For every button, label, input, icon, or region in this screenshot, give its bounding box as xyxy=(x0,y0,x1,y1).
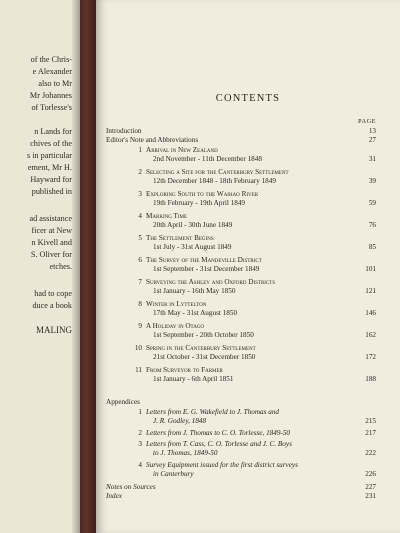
previous-page-line: etches. xyxy=(49,262,72,271)
chapter-title: Arrival in New Zealand xyxy=(146,146,218,154)
page-number: 59 xyxy=(368,199,376,207)
chapter-number: 2 xyxy=(138,168,142,176)
page-number: 188 xyxy=(365,375,376,383)
chapter-dates: 20th April - 30th June 1849 xyxy=(153,221,233,229)
chapter-number: 3 xyxy=(138,190,142,198)
previous-page-line: ement, Mr H. xyxy=(27,163,72,172)
previous-page-line: n Lands for xyxy=(34,127,72,136)
chapter-number: 11 xyxy=(135,366,142,374)
page-number: 227 xyxy=(365,483,376,491)
chapter-title: Marking Time xyxy=(146,212,188,220)
previous-page-line: e Alexander xyxy=(32,67,72,76)
page-number: 27 xyxy=(368,136,376,144)
chapter-number: 5 xyxy=(138,234,142,242)
previous-page-line: Hayward for xyxy=(30,175,72,184)
appendix-title: Letters from E. G. Wakefield to J. Thomas and xyxy=(146,408,280,416)
chapter-dates: 1st January - 6th April 1851 xyxy=(153,375,234,383)
chapter-title: Exploring South to the Waihao River xyxy=(146,190,259,198)
appendix-title-cont: J. R. Godley, 1848 xyxy=(153,417,207,425)
previous-page-line: also to Mr xyxy=(38,79,72,88)
book-binding xyxy=(80,0,96,533)
chapter-title: Spring in the Canterbury Settlement xyxy=(146,344,256,352)
page-number: 121 xyxy=(365,287,376,295)
previous-page xyxy=(0,0,78,533)
previous-page-line: s in particular xyxy=(26,151,72,160)
chapter-number: 7 xyxy=(138,278,142,286)
appendix-title-cont: in Canterbury xyxy=(153,470,194,478)
appendix-number: 3 xyxy=(138,440,142,448)
chapter-dates: 1st September - 31st December 1849 xyxy=(153,265,260,273)
page-number: 13 xyxy=(368,127,376,135)
page-number: 215 xyxy=(365,417,376,425)
chapter-dates: 2nd November - 11th December 1848 xyxy=(153,155,262,163)
chapter-title: Selecting a Site for the Canterbury Settlement xyxy=(146,168,289,176)
chapter-dates: 17th May - 31st August 1850 xyxy=(153,309,238,317)
chapter-number: 8 xyxy=(138,300,142,308)
appendix-title: Letters from J. Thomas to C. O. Torlesse, 1849-50 xyxy=(146,429,291,437)
contents-heading: CONTENTS xyxy=(215,93,281,104)
appendix-title-cont: to J. Thomas, 1849-50 xyxy=(153,449,218,457)
appendix-number: 1 xyxy=(138,408,142,416)
chapter-title: The Survey of the Mandeville District xyxy=(146,256,262,264)
chapter-title: Surveying the Ashley and Oxford Districts xyxy=(146,278,276,286)
chapter-dates: 1st January - 16th May 1850 xyxy=(153,287,236,295)
page-number: 146 xyxy=(365,309,376,317)
chapter-title: From Surveyor to Farmer xyxy=(146,366,223,374)
page-number: 217 xyxy=(365,429,376,437)
previous-page-line: ficer at New xyxy=(31,226,72,235)
page-number: 172 xyxy=(365,353,376,361)
previous-page-line: duce a book xyxy=(32,301,72,310)
previous-page-line: ad assistance xyxy=(29,214,72,223)
page-number: 101 xyxy=(365,265,376,273)
previous-page-line: of the Chris- xyxy=(30,55,72,64)
previous-page-line: had to cope xyxy=(34,289,72,298)
page-number: 162 xyxy=(365,331,376,339)
previous-page-line: n Kivell and xyxy=(31,238,72,247)
chapter-number: 9 xyxy=(138,322,142,330)
previous-page-line: chives of the xyxy=(30,139,72,148)
page-number: 39 xyxy=(368,177,376,185)
page-number: 231 xyxy=(365,492,376,500)
chapter-number: 1 xyxy=(138,146,142,154)
page-number: 226 xyxy=(365,470,376,478)
chapter-number: 10 xyxy=(134,344,142,352)
previous-page-line: published in xyxy=(31,187,72,196)
author-name: MALING xyxy=(36,325,72,335)
page-number: 31 xyxy=(368,155,376,163)
appendix-number: 2 xyxy=(138,429,142,437)
chapter-number: 4 xyxy=(138,212,142,220)
page-number: 85 xyxy=(368,243,376,251)
chapter-dates: 21st October - 31st December 1850 xyxy=(153,353,256,361)
chapter-dates: 12th December 1848 - 18th February 1849 xyxy=(153,177,276,185)
page-number: 76 xyxy=(368,221,376,229)
previous-page-line: Mr Johannes xyxy=(29,91,72,100)
chapter-dates: 1st September - 20th October 1850 xyxy=(153,331,254,339)
chapter-title: The Settlement Begins xyxy=(146,234,214,242)
chapter-title: Winter in Lyttelton xyxy=(146,300,207,308)
appendix-title: Letters from T. Cass, C. O. Torlesse and J. C. Boys xyxy=(146,440,292,448)
previous-page-line: of Torlesse's xyxy=(31,103,72,112)
chapter-number: 6 xyxy=(138,256,142,264)
page-number: 222 xyxy=(365,449,376,457)
appendix-title: Survey Equipment issued for the first district surveys xyxy=(146,461,298,469)
chapter-dates: 19th February - 19th April 1849 xyxy=(153,199,246,207)
contents-page: CONTENTS PAGE Introduction 13 Editor's Note and Abbreviations 27 1 Arrival in New Zealand 2nd November - 11th December 1848 31 2 Selecting a Site for the Canterbury Settlement 12th December 1848 - 18th February 1849 39 3 Exploring South to the Waihao River 19th February - 19th April 1849 59 4 Marking Time 20th April - 30th June 1849 76 5 The Settlement Begins 1st July - 31st August 1849 85 6 The Survey of the Mandeville District 1st September - 31st December 1849 101 7 Surveying the Ashley and Oxford Districts 1st January - 16th May 1850 121 8 Winter in Lyttelton 17th May - 31st August 1850 146 9 A Holiday in Otago 1st September - 20th October 1850 162 10 Spring in the Canterbury Settlement 21st October - 31st December 1850 172 11 From Surveyor to Farmer 1st January - 6th April 1851 188 Appendices 1 Letters from E. G. Wakefield to J. Thomas and J. R. Godley, 1848 215 2 Letters from J. Thomas to C. O. Torlesse, 1849-50 217 3 Letters from T. Cass, C. O. Torlesse and J. C. Boys to J. Thomas, 1849-50 222 4 Survey Equipment issued for the first district surveys in Canterbury 226 Notes on Sources 227 Index 231 xyxy=(96,0,400,533)
appendix-number: 4 xyxy=(138,461,142,469)
page-column-label: PAGE xyxy=(358,118,376,125)
chapter-dates: 1st July - 31st August 1849 xyxy=(153,243,232,251)
previous-page-line: S. Oliver for xyxy=(30,250,72,259)
chapter-title: A Holiday in Otago xyxy=(146,322,205,330)
